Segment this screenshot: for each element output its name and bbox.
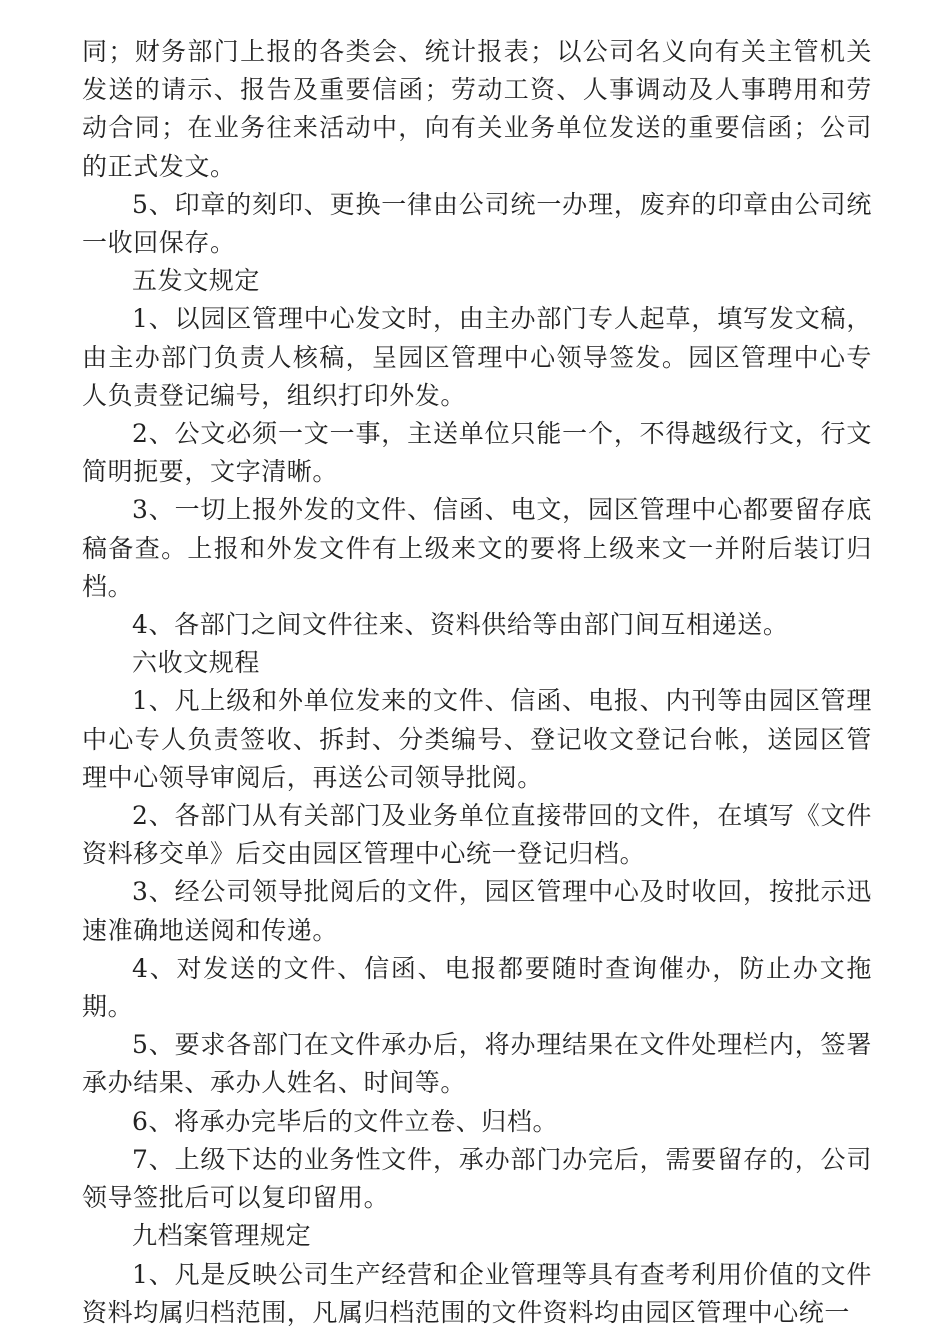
section-heading-receipt: 六收文规程 bbox=[132, 648, 261, 678]
paragraph-seal-item-5: 5、印章的刻印、更换一律由公司统一办理，废弃的印章由公司统一收回保存。 bbox=[82, 189, 872, 258]
paragraph-dispatch-item-1: 1、以园区管理中心发文时，由主办部门专人起草，填写发文稿，由主办部门负责人核稿，呈园区管理中心领导签发。园区管理中心专人负责登记编号，组织打印外发。 bbox=[82, 304, 872, 410]
paragraph-receipt-item-6: 6、将承办完毕后的文件立卷、归档。 bbox=[132, 1106, 559, 1136]
paragraph-dispatch-item-2: 2、公文必须一文一事，主送单位只能一个，不得越级行文，行文简明扼要，文字清晰。 bbox=[82, 419, 872, 487]
paragraph-receipt-item-1: 1、凡上级和外单位发来的文件、信函、电报、内刊等由园区管理中心专人负责签收、拆封、分类编号、登记收文登记台帐，送园区管理中心领导审阅后，再送公司领导批阅。 bbox=[82, 686, 872, 792]
paragraph-dispatch-item-4: 4、各部门之间文件往来、资料供给等由部门间互相递送。 bbox=[132, 610, 789, 640]
paragraph-receipt-item-5: 5、要求各部门在文件承办后，将办理结果在文件处理栏内，签署承办结果、承办人姓名、时间等。 bbox=[82, 1030, 872, 1098]
paragraph-receipt-item-7: 7、上级下达的业务性文件，承办部门办完后，需要留存的，公司领导签批后可以复印留用。 bbox=[82, 1144, 872, 1213]
section-heading-archive: 九档案管理规定 bbox=[132, 1221, 312, 1251]
paragraph-dispatch-item-3: 3、一切上报外发的文件、信函、电文，园区管理中心都要留存底稿备查。上报和外发文件有上级来文的要将上级来文一并附后装订归档。 bbox=[82, 495, 872, 601]
section-heading-dispatch: 五发文规定 bbox=[132, 266, 261, 296]
paragraph-receipt-item-2: 2、各部门从有关部门及业务单位直接带回的文件，在填写《文件资料移交单》后交由园区管理中心统一登记归档。 bbox=[82, 801, 872, 869]
paragraph-continuation: 同；财务部门上报的各类会、统计报表；以公司名义向有关主管机关发送的请示、报告及重要信函；劳动工资、人事调动及人事聘用和劳动合同；在业务往来活动中，向有关业务单位发送的重要信函；公司的正式发文。 bbox=[82, 37, 872, 181]
paragraph-receipt-item-3: 3、经公司领导批阅后的文件，园区管理中心及时收回，按批示迅速准确地送阅和传递。 bbox=[82, 877, 872, 945]
paragraph-receipt-item-4: 4、对发送的文件、信函、电报都要随时查询催办，防止办文拖期。 bbox=[82, 953, 872, 1022]
document-page bbox=[82, 33, 872, 1332]
paragraph-archive-item-1: 1、凡是反映公司生产经营和企业管理等具有查考利用价值的文件资料均属归档范围，凡属归档范围的文件资料均由园区管理中心统一 bbox=[82, 1259, 872, 1327]
